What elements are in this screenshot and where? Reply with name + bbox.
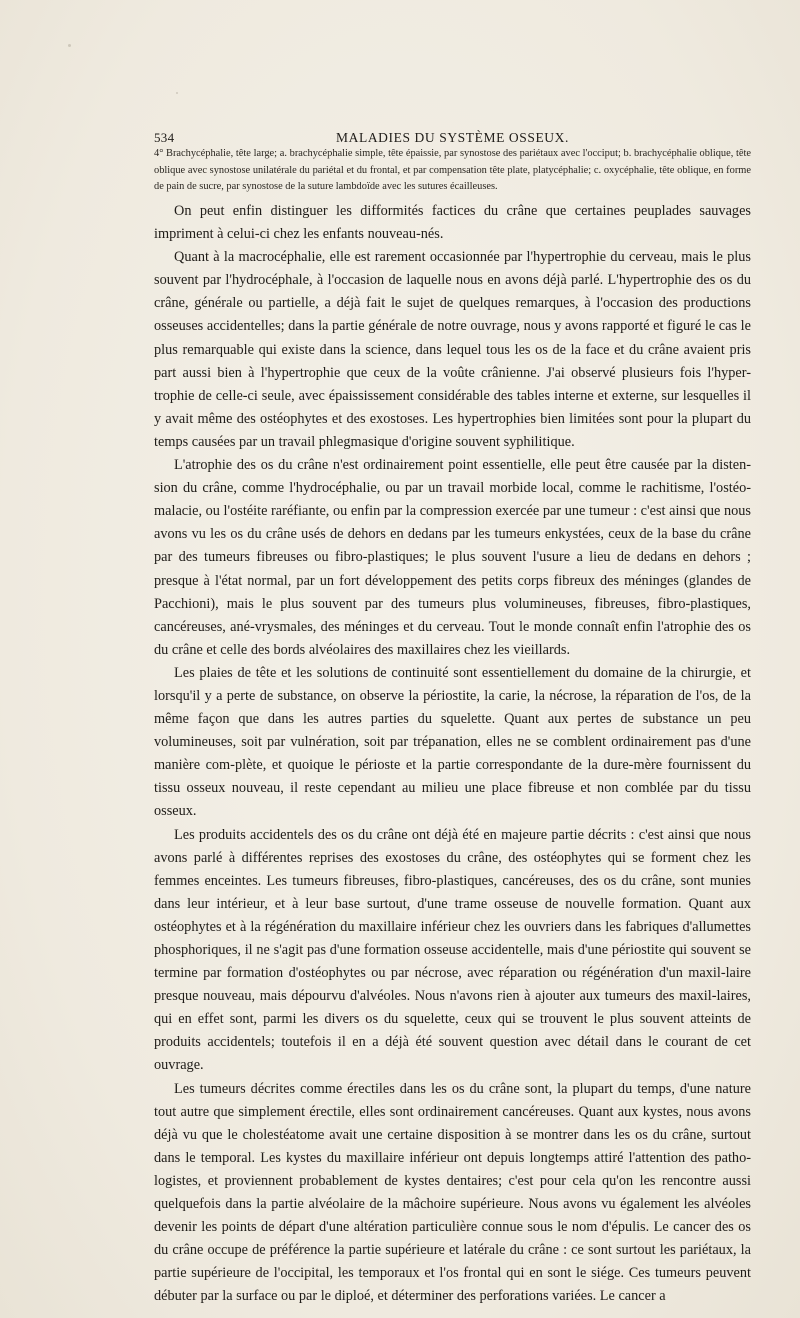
paper-speck <box>68 44 71 47</box>
paragraph: Les tumeurs décrites comme érectiles dans les os du crâne sont, la plupart du temps, d'une nature tout autre que simplement érectile, elles sont ordinairement cancéreuses. Quant aux kystes, nous avons déjà vu que le cholestéatome avait une certaine disposition à se montrer dans les os du crâne, surtout dans le temporal. Les kystes du maxillaire inférieur ont depuis longtemps attiré l'attention des patho-logistes, et proviennent probablement de kystes dentaires; c'est pour cela qu'on les rencontre aussi quelquefois dans la partie alvéolaire de la mâchoire supérieure. Nous avons vu également les alvéoles devenir les points de départ d'une altération particulière connue sous le nom d'épulis. Le cancer des os du crâne occupe de préférence la partie supérieure et latérale du crâne : ce sont surtout les pariétaux, la partie supérieure de l'occipital, les temporaux et l'os frontal qui en sont le siége. Ces tumeurs peuvent débuter par la surface ou par le diploé, et déterminer des perforations variées. Le cancer a <box>154 1080 751 1305</box>
page-number: 534 <box>154 130 175 145</box>
main-text <box>154 200 751 1309</box>
running-title: MALADIES DU SYSTÈME OSSEUX. <box>336 130 569 145</box>
paragraph: Les produits accidentels des os du crâne ont déjà été en majeure partie décrits : c'est ainsi que nous avons parlé à différentes reprises des exostoses du crâne, des ostéophytes qui se forment chez les femmes enceintes. Les tumeurs fibreuses, fibro-plastiques, cancéreuses, des os du crâne, sont munies dans leur intérieur, et à leur base surtout, d'une trame osseuse de nouvelle formation. Quant aux ostéophytes et à la régénération du maxillaire inférieur chez les ouvriers dans les fabriques d'allumettes phosphoriques, il ne s'agit pas d'une formation osseuse accidentelle, mais d'une périostite qui souvent se termine par formation d'ostéophytes ou par nécrose, avec réparation ou régénération d'un maxil-laire presque nouveau, mais dépourvu d'alvéoles. Nous n'avons rien à ajouter aux tumeurs des maxil-laires, qui en effet sont, parmi les divers os du squelette, ceux qui se trouvent le plus souvent atteints de produits accidentels; toutefois il en a déjà été souvent question avec détail dans le courant de cet ouvrage. <box>154 826 751 1074</box>
paragraph: On peut enfin distinguer les difformités factices du crâne que certaines peuplades sauvages impriment à celui-ci chez les enfants nouveau-nés. <box>154 203 751 243</box>
figure-caption: 4° Brachycéphalie, tête large; a. brachycéphalie simple, tête épaissie, par synostose des pariétaux avec l'occiput; b. brachycéphalie oblique, tête oblique avec synostose unilatérale du pariétal et du frontal, et par compensation tête plate, platycéphalie; c. oxycéphalie, tête oblique, en forme de pain de sucre, par synostose de la suture lambdoïde avec les sutures écailleuses. <box>154 148 751 192</box>
paragraph: L'atrophie des os du crâne n'est ordinairement point essentielle, elle peut être causée par la disten-sion du crâne, comme l'hydrocéphalie, ou par un travail morbide local, comme le rachitisme, l'ostéo-malacie, ou l'ostéite raréfiante, ou enfin par la compression exercée par une tumeur : c'est ainsi que nous avons vu les os du crâne usés de dehors en dedans par les tumeurs enkystées, ceux de la base du crâne par des tumeurs fibreuses ou fibro-plastiques; le plus souvent l'usure a lieu de dedans en dehors ; presque à l'état normal, par un fort développement des petits corps fibreux des méninges (glandes de Pacchioni), mais le plus souvent par des tumeurs plus volumineuses, fibreuses, fibro-plastiques, cancéreuses, ané-vrysmales, des méninges et du cerveau. Tout le monde connaît enfin l'atrophie des os du crâne et celle des bords alvéolaires des maxillaires chez les vieillards. <box>154 457 751 658</box>
paragraph: Les plaies de tête et les solutions de continuité sont essentiellement du domaine de la chirurgie, et lorsqu'il y a perte de substance, on observe la périostite, la carie, la nécrose, la réparation de l'os, de la même façon que dans les autres parties du squelette. Quant aux pertes de substance un peu volumineuses, soit par vulnération, soit par trépanation, elles ne se comblent ordinairement pas d'une manière com-plète, et quoique le périoste et la partie correspondante de la dure-mère fournissent du tissu osseux nouveau, il reste cependant au milieu une place fibreuse et non comblée par du tissu osseux. <box>154 664 751 820</box>
paragraph: Quant à la macrocéphalie, elle est rarement occasionnée par l'hypertrophie du cerveau, mais le plus souvent par l'hydrocéphale, à l'occasion de laquelle nous en avons déjà parlé. L'hypertrophie des os du crâne, générale ou partielle, a déjà fait le sujet de quelques remarques, à l'occasion des productions osseuses accidentelles; dans la partie générale de notre ouvrage, nous y avons rapporté et figuré le cas le plus remarquable qui existe dans la science, dans lequel tous les os de la face et du crâne avaient pris part aussi bien à l'hypertrophie que ceux de la voûte crânienne. J'ai observé plusieurs fois l'hyper-trophie de celle-ci seule, avec épaississement considérable des tables interne et externe, sur lesquelles il y avait même des ostéophytes et des exostoses. Les hypertrophies bien limitées sont pour la plupart du temps causées par un travail phlegmasique d'origine souvent syphilitique. <box>154 249 751 450</box>
paper-speck <box>176 92 178 94</box>
